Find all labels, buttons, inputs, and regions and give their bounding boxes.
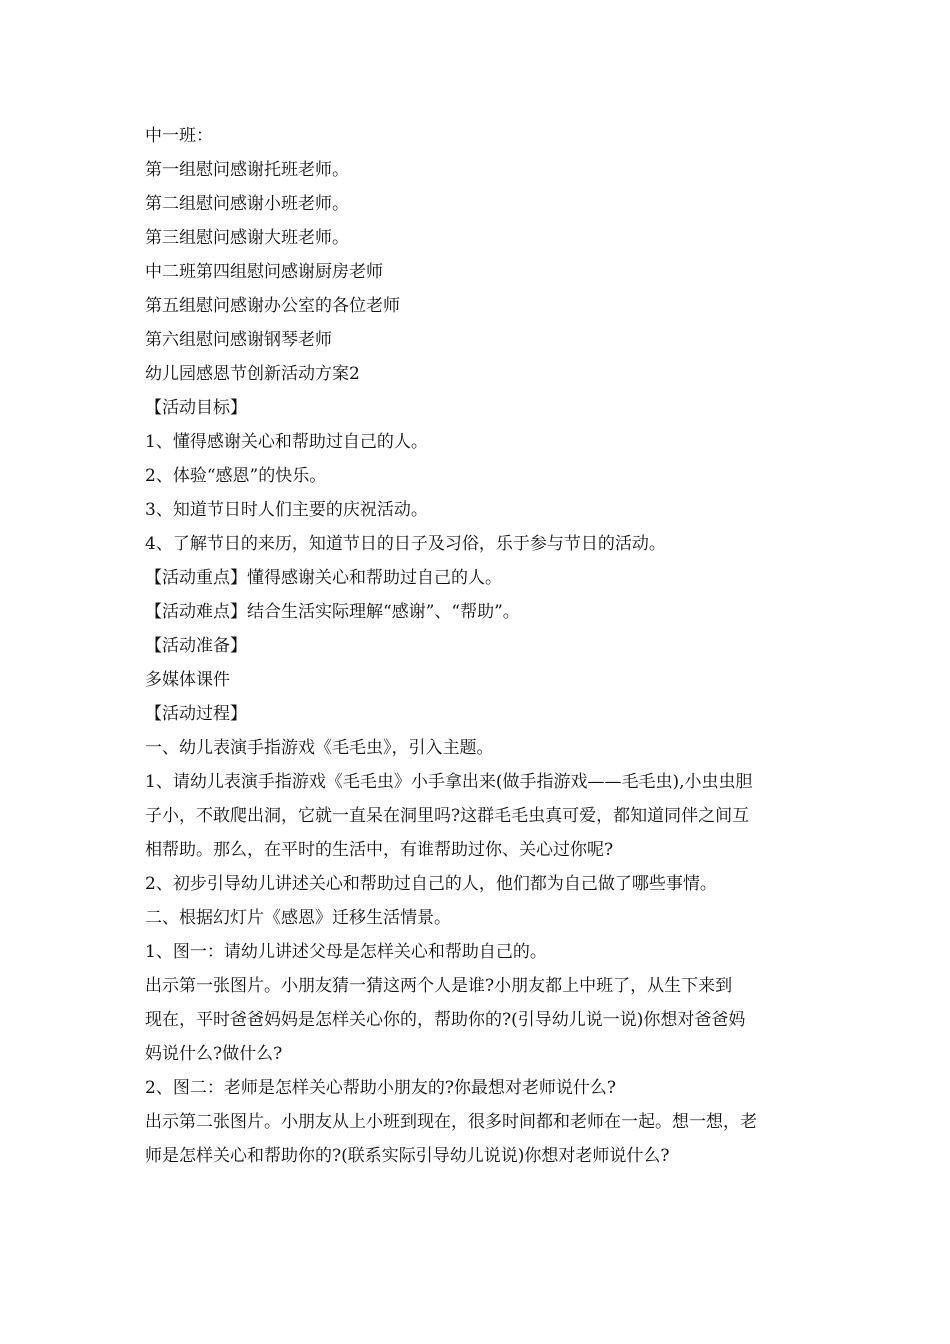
goal-item: 1、懂得感谢关心和帮助过自己的人。 bbox=[145, 432, 428, 452]
difficulty-point: 【活动难点】结合生活实际理解“感谢”、“帮助”。 bbox=[145, 602, 520, 622]
process-step: 2、初步引导幼儿讲述关心和帮助过自己的人，他们都为自己做了哪些事情。 bbox=[145, 874, 717, 894]
preparation-item: 多媒体课件 bbox=[145, 670, 230, 690]
group-item: 第六组慰问感谢钢琴老师 bbox=[145, 330, 332, 350]
paragraph-picture-one bbox=[145, 969, 807, 1071]
paragraph-picture-two bbox=[145, 1105, 807, 1173]
section-heading-process: 【活动过程】 bbox=[145, 704, 247, 724]
plan-title: 幼儿园感恩节创新活动方案2 bbox=[145, 364, 360, 384]
group-item: 第二组慰问感谢小班老师。 bbox=[145, 194, 349, 214]
group-item: 第五组慰问感谢办公室的各位老师 bbox=[145, 296, 400, 316]
paragraph-finger-game bbox=[145, 765, 807, 867]
group-item: 第三组慰问感谢大班老师。 bbox=[145, 228, 349, 248]
process-step: 二、根据幻灯片《感恩》迁移生活情景。 bbox=[145, 908, 451, 928]
section-heading-goals: 【活动目标】 bbox=[145, 398, 247, 418]
goal-item: 2、体验“感恩”的快乐。 bbox=[145, 466, 327, 486]
section-heading-preparation: 【活动准备】 bbox=[145, 636, 247, 656]
goal-item: 4、了解节日的来历，知道节日的日子及习俗，乐于参与节日的活动。 bbox=[145, 534, 666, 554]
paragraph-line: 妈说什么?做什么? bbox=[145, 1044, 283, 1064]
group-item: 中二班第四组慰问感谢厨房老师 bbox=[145, 262, 383, 282]
goal-item: 3、知道节日时人们主要的庆祝活动。 bbox=[145, 500, 428, 520]
paragraph-line: 出示第二张图片。小朋友从上小班到现在，很多时间都和老师在一起。想一想，老 bbox=[145, 1112, 757, 1132]
paragraph-line: 师是怎样关心和帮助你的?(联系实际引导幼儿说说)你想对老师说什么? bbox=[145, 1146, 670, 1166]
key-point: 【活动重点】懂得感谢关心和帮助过自己的人。 bbox=[145, 568, 502, 588]
paragraph-line: 出示第一张图片。小朋友猜一猜这两个人是谁?小朋友都上中班了，从生下来到 bbox=[145, 976, 733, 996]
process-step: 一、幼儿表演手指游戏《毛毛虫》，引入主题。 bbox=[145, 738, 494, 758]
paragraph-line: 相帮助。那么，在平时的生活中，有谁帮助过你、关心过你呢? bbox=[145, 840, 614, 860]
paragraph-line: 子小，不敢爬出洞，它就一直呆在洞里吗?这群毛毛虫真可爱，都知道同伴之间互 bbox=[145, 806, 750, 826]
process-step: 1、图一：请幼儿讲述父母是怎样关心和帮助自己的。 bbox=[145, 942, 547, 962]
group-item: 第一组慰问感谢托班老师。 bbox=[145, 160, 349, 180]
document-body bbox=[145, 119, 807, 1173]
paragraph-line: 1、请幼儿表演手指游戏《毛毛虫》小手拿出来(做手指游戏——毛毛虫),小虫虫胆 bbox=[145, 772, 753, 792]
class-heading: 中一班： bbox=[145, 126, 213, 146]
process-step: 2、图二：老师是怎样关心帮助小朋友的?你最想对老师说什么? bbox=[145, 1078, 617, 1098]
paragraph-line: 现在，平时爸爸妈妈是怎样关心你的，帮助你的?(引导幼儿说一说)你想对爸爸妈 bbox=[145, 1010, 746, 1030]
